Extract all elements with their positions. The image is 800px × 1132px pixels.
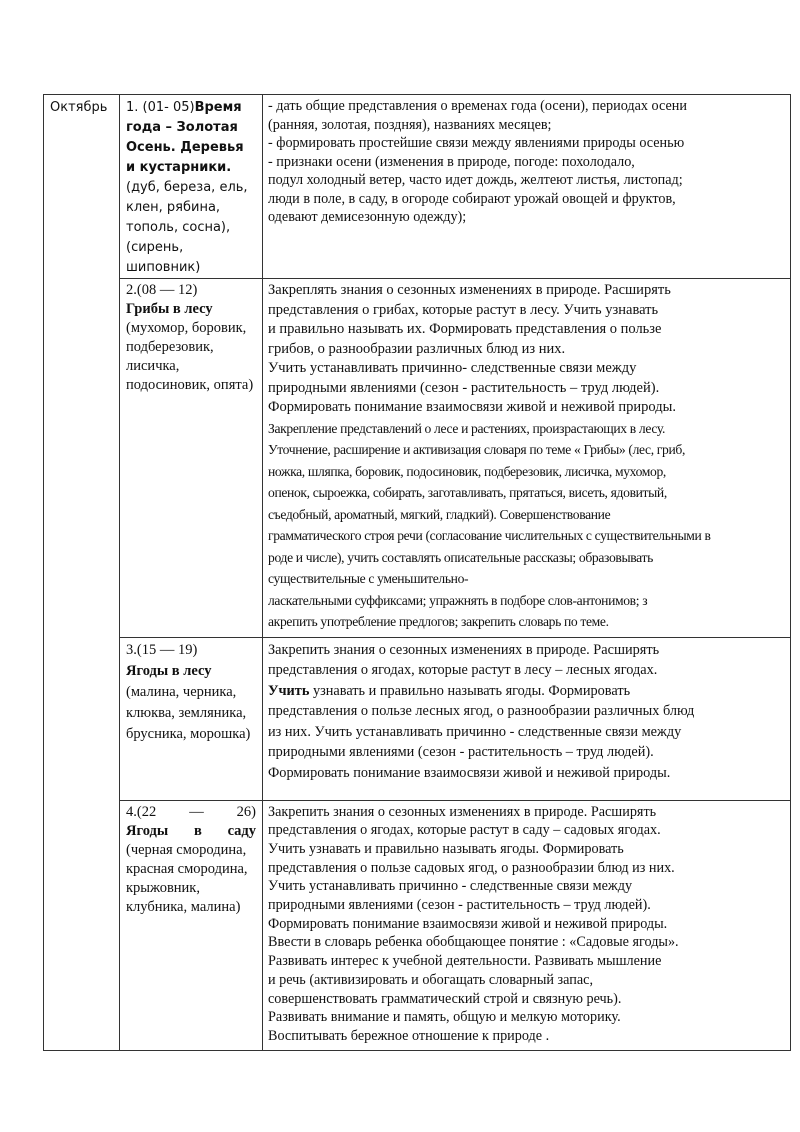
topic-title: Ягоды в лесу — [126, 662, 212, 679]
topic-details: (мухомор, боровик, подберезовик, лисичка, подосиновик, опята) — [126, 320, 254, 393]
goal-line: Формировать понимание взаимосвязи живой и неживой природы. — [268, 915, 668, 932]
goal-emphasis: Учить — [268, 682, 310, 699]
table-row — [44, 800, 791, 1050]
goal-line: подул холодный ветер, часто идет дождь, желтеют листья, листопад; — [268, 172, 683, 188]
topic-title: Ягоды в саду — [126, 822, 257, 839]
vocabulary-line: ласкательными суффиксами; упражнять в подборе слов-антонимов; з — [268, 592, 648, 608]
goal-line: (ранняя, золотая, поздняя), названиях месяцев; — [268, 116, 552, 133]
week-number: 4.(22 — 26) — [126, 803, 256, 820]
vocabulary-line: ножка, шляпка, боровик, подосиновик, подберезовик, лисичка, мухомор, — [268, 463, 666, 479]
vocabulary-line: опенок, сыроежка, собирать, заготавливать, прятаться, висеть, ядовитый, — [268, 485, 667, 500]
goal-line: представления о пользе лесных ягод, о разнообразии различных блюд — [268, 703, 695, 719]
month-cell — [44, 95, 120, 1051]
goals-cell — [263, 800, 791, 1050]
goal-line: одевают демисезонную одежду); — [268, 209, 467, 225]
goal-line — [268, 681, 784, 702]
goal-line: Развивать внимание и память, общую и мелкую моторику. — [268, 1009, 621, 1026]
month-label: Октябрь — [50, 100, 108, 115]
table-row — [44, 279, 791, 638]
goal-line: грибов, о разнообразии различных блюд из них. — [268, 340, 566, 357]
goal-line: Формировать понимание взаимосвязи живой и неживой природы. — [268, 764, 671, 781]
goals-cell — [263, 637, 791, 800]
goal-line: Воспитывать бережное отношение к природе . — [268, 1027, 550, 1044]
goal-line: из них. Учить устанавливать причинно - следственные связи между — [268, 723, 682, 740]
topic-week-2 — [120, 279, 262, 395]
topic-cell — [120, 800, 263, 1050]
goal-text: узнавать и правильно называть ягоды. Формировать — [309, 682, 631, 699]
goals-cell — [263, 95, 791, 279]
goals-cell — [263, 279, 791, 638]
vocabulary-line: акрепить употребление предлогов; закрепить словарь по теме. — [268, 614, 609, 629]
topic-cell — [120, 637, 263, 800]
week-number: 1. (01- 05) — [126, 100, 195, 115]
goal-line: Учить устанавливать причинно- следственные связи между — [268, 360, 637, 376]
topic-details: (черная смородина, красная смородина, крыжовник, клубника, малина) — [126, 841, 248, 915]
goal-line: Закрепить знания о сезонных изменениях в природе. Расширять — [268, 641, 660, 658]
vocabulary-line: существительные с уменьшительно- — [268, 571, 469, 586]
goal-line: - дать общие представления о временах года (осени), периодах осени — [268, 98, 687, 114]
goal-line: представления о пользе садовых ягод, о разнообразии блюд из них. — [268, 859, 675, 876]
topic-title: Грибы в лесу — [126, 301, 213, 317]
topic-cell — [120, 95, 263, 279]
goal-line: Развивать интерес к учебной деятельности. Развивать мышление — [268, 953, 662, 970]
goal-line: и речь (активизировать и обогащать словарный запас, — [268, 971, 594, 988]
topic-title: Время года – Золотая Осень. Деревья и кустарники. — [126, 100, 244, 175]
topic-week-1 — [120, 95, 262, 278]
goal-line: Ввести в словарь ребенка обобщающее понятие : «Садовые ягоды». — [268, 934, 679, 951]
goals-week-1 — [263, 95, 790, 231]
lesson-plan-table — [43, 94, 791, 1051]
goal-line: - признаки осени (изменения в природе, погоде: похолодало, — [268, 153, 635, 170]
table-row — [44, 637, 791, 800]
vocabulary-line: съедобный, ароматный, мягкий, гладкий). Совершенствование — [268, 506, 611, 522]
vocabulary-line: Уточнение, расширение и активизация словаря по теме « Грибы» (лес, гриб, — [268, 442, 686, 457]
goal-line: люди в поле, в саду, в огороде собирают урожай овощей и фруктов, — [268, 190, 676, 207]
goal-line: Учить узнавать и правильно называть ягоды. Формировать — [268, 840, 624, 857]
goal-line: природными явлениями (сезон - растительность – труд людей). — [268, 744, 654, 760]
goals-week-3 — [263, 638, 790, 788]
topic-cell — [120, 279, 263, 638]
goal-line: природными явлениями (сезон - растительность – труд людей). — [268, 379, 660, 396]
week-number: 3.(15 — 19) — [126, 641, 198, 658]
topic-week-4 — [120, 801, 262, 917]
vocabulary-line: грамматического строя речи (согласование числительных с существительными в — [268, 528, 711, 543]
goal-line: совершенствовать грамматический строй и связную речь). — [268, 990, 622, 1007]
goal-line: и правильно называть их. Формировать представления о пользе — [268, 321, 662, 337]
goals-week-4 — [263, 801, 790, 1050]
vocabulary-line: Закрепление представлений о лесе и растениях, произрастающих в лесу. — [268, 420, 666, 436]
goals-week-2 — [263, 279, 790, 637]
goal-line: представления о грибах, которые растут в лесу. Учить узнавать — [268, 301, 659, 318]
goal-line: - формировать простейшие связи между явлениями природы осенью — [268, 135, 685, 151]
topic-details: (малина, черника, клюква, земляника, брусника, морошка) — [126, 683, 251, 742]
vocabulary-line: роде и числе), учить составлять описательные рассказы; образовывать — [268, 549, 653, 565]
goal-line: Закрепить знания о сезонных изменениях в природе. Расширять — [268, 803, 657, 820]
goal-line: Формировать понимание взаимосвязи живой и неживой природы. — [268, 399, 677, 415]
goal-line: Учить устанавливать причинно - следственные связи между — [268, 878, 633, 895]
goal-line: природными явлениями (сезон - растительность – труд людей). — [268, 897, 651, 914]
goal-line: представления о ягодах, которые растут в лесу – лесных ягодах. — [268, 662, 658, 678]
topic-details: (дуб, береза, ель, клен, рябина, тополь, сосна), (сирень, шиповник) — [126, 180, 248, 275]
table-row — [44, 95, 791, 279]
week-number: 2.(08 — 12) — [126, 282, 198, 298]
goal-line: представления о ягодах, которые растут в саду – садовых ягодах. — [268, 822, 661, 839]
topic-week-3 — [120, 638, 262, 745]
goal-line: Закреплять знания о сезонных изменениях в природе. Расширять — [268, 282, 671, 298]
